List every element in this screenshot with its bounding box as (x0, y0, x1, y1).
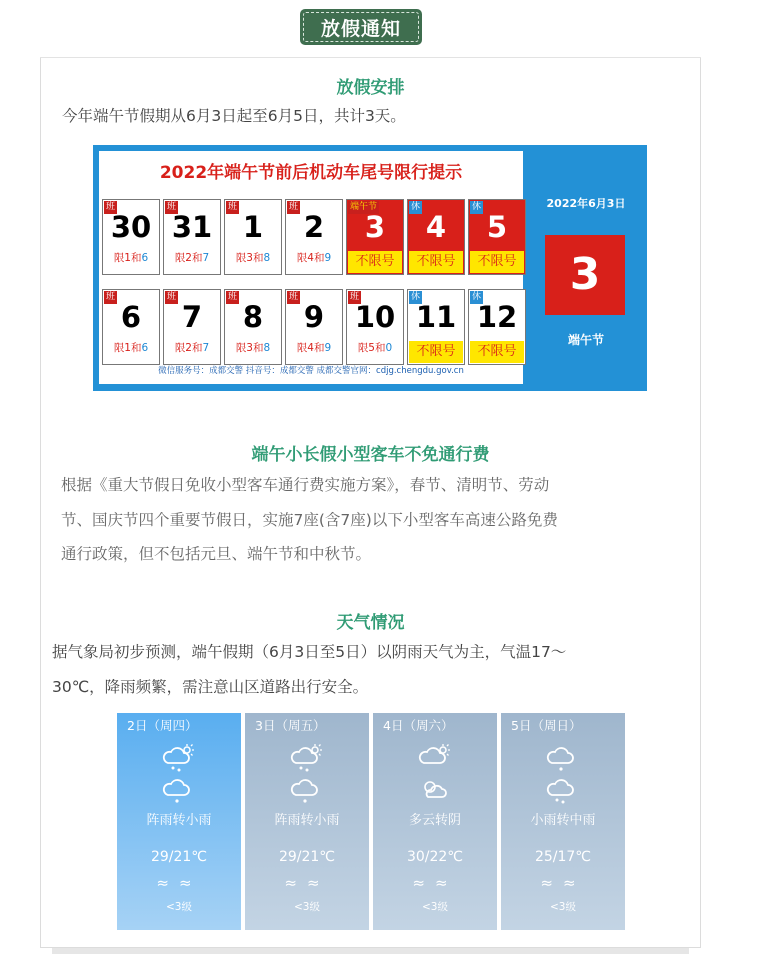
calendar-panel (99, 151, 523, 384)
weather-text-line-1: 据气象局初步预测，端午假期（6月3日至5日）以阴雨天气为主，气温17～ (52, 643, 567, 661)
cloud-rain-icon (117, 775, 241, 809)
weather-desc: 多云转阴 (408, 813, 461, 828)
restricted-plates-prefix: 限1和 (113, 252, 142, 264)
weather-desc: 阵雨转小雨 (274, 813, 340, 828)
weather-section-title: 天气情况 (336, 613, 405, 633)
weather-day-column (117, 713, 241, 930)
restricted-plates-prefix: 限5和 (357, 342, 386, 354)
calendar-day-cell (224, 289, 282, 365)
holiday-section-title: 放假安排 (336, 78, 405, 98)
restricted-plates (225, 250, 281, 265)
calendar-day-cell (285, 289, 343, 365)
restricted-plates-digit: 0 (385, 342, 393, 354)
weather-temp: 29/21℃ (278, 849, 336, 865)
wind-level: <3级 (422, 901, 448, 913)
weather-day-column (245, 713, 369, 930)
restricted-plates-digit: 7 (202, 342, 210, 354)
restricted-plates-prefix: 限3和 (235, 342, 264, 354)
day-number: 11 (415, 300, 457, 334)
calendar-side-day: 3 (545, 235, 625, 315)
restricted-plates-prefix: 限4和 (296, 252, 325, 264)
calendar-day-cell (102, 289, 160, 365)
day-number: 6 (120, 300, 142, 334)
restricted-plates-digit: 9 (324, 252, 332, 264)
weather-day-label: 4日（周六） (383, 718, 454, 733)
cloud-rain-icon (501, 743, 625, 777)
holiday-text: 今年端午节假期从6月3日起至6月5日，共计3天。 (62, 107, 406, 125)
day-number: 30 (110, 210, 152, 244)
calendar-day-cell (346, 289, 404, 365)
restricted-plates (103, 250, 159, 265)
restricted-plates-digit: 8 (263, 342, 271, 354)
wind-icon: ≈≈ (284, 874, 330, 892)
cloud-sun-icon (373, 743, 497, 777)
day-number: 5 (486, 210, 508, 244)
weather-desc: 阵雨转小雨 (146, 813, 212, 828)
day-number: 4 (425, 210, 447, 244)
no-restriction-label: 不限号 (348, 251, 402, 273)
weather-day-label: 2日（周四） (127, 718, 198, 733)
day-type-tag: 休 (411, 292, 421, 302)
toll-text-line-1: 根据《重大节假日免收小型客车通行费实施方案》，春节、清明节、劳动 (61, 476, 550, 494)
notice-title: 放假通知 (320, 17, 401, 40)
restricted-plates-prefix: 限1和 (113, 342, 142, 354)
toll-section-title: 端午小长假小型客车不免通行费 (251, 445, 490, 465)
day-type-tag: 休 (472, 202, 482, 212)
weather-forecast (117, 713, 625, 930)
weather-temp: 25/17℃ (534, 849, 592, 865)
day-number: 9 (303, 300, 325, 334)
restricted-plates (286, 250, 342, 265)
calendar-day-cell (102, 199, 160, 275)
day-type-tag: 班 (106, 202, 116, 212)
day-type-tag: 班 (228, 202, 238, 212)
calendar-title: 2022年端午节前后机动车尾号限行提示 (159, 163, 463, 183)
day-type-tag: 班 (167, 292, 177, 302)
calendar-side-festival: 端午节 (567, 333, 604, 347)
weather-desc: 小雨转中雨 (530, 813, 596, 828)
weather-day-label: 5日（周日） (511, 718, 582, 733)
calendar-day-cell (224, 199, 282, 275)
toll-text-line-2: 节、国庆节四个重要节假日，实施7座(含7座)以下小型客车高速公路免费 (61, 511, 558, 529)
day-type-tag: 班 (350, 292, 360, 302)
toll-text-line-3: 通行政策，但不包括元旦、端午节和中秋节。 (61, 545, 372, 563)
calendar-day-cell (163, 289, 221, 365)
calendar-side-date: 2022年6月3日 (546, 197, 626, 210)
day-number: 1 (242, 210, 264, 244)
restricted-plates-digit: 6 (141, 252, 149, 264)
wind-level: <3级 (550, 901, 576, 913)
weather-text-line-2: 30℃，降雨频繁，需注意山区道路出行安全。 (52, 678, 369, 696)
wind-icon: ≈≈ (156, 874, 202, 892)
day-number: 10 (354, 300, 396, 334)
restricted-plates (225, 340, 281, 355)
restricted-plates-prefix: 限2和 (174, 252, 203, 264)
notice-title-badge (300, 9, 422, 45)
wind-icon: ≈≈ (540, 874, 586, 892)
weather-temp: 30/22℃ (406, 849, 464, 865)
no-restriction-label: 不限号 (470, 341, 524, 363)
no-restriction-label: 不限号 (409, 251, 463, 273)
day-type-tag: 班 (167, 202, 177, 212)
day-type-tag: 端午节 (350, 202, 378, 212)
calendar-day-cell (468, 199, 526, 275)
no-restriction-label: 不限号 (470, 251, 524, 273)
calendar-footer: 微信服务号：成都交警 抖音号：成都交警 成都交警官网：cdjg.chengdu.gov.cn (158, 366, 464, 376)
wind-icon: ≈≈ (412, 874, 458, 892)
weather-day-column (501, 713, 625, 930)
restricted-plates (286, 340, 342, 355)
cloud-rain-icon (245, 775, 369, 809)
day-type-tag: 班 (106, 292, 116, 302)
cloud-sun-rain-icon (245, 743, 369, 777)
calendar-day-cell (468, 289, 526, 365)
cloud-rain-heavy-icon (501, 775, 625, 809)
restricted-plates-digit: 8 (263, 252, 271, 264)
day-number: 2 (303, 210, 325, 244)
day-number: 31 (171, 210, 213, 244)
weather-day-column (373, 713, 497, 930)
weather-temp: 29/21℃ (150, 849, 208, 865)
cloud-sun-rain-icon (117, 743, 241, 777)
day-number: 8 (242, 300, 264, 334)
no-restriction-label: 不限号 (409, 341, 463, 363)
day-type-tag: 班 (289, 292, 299, 302)
day-number: 12 (476, 300, 518, 334)
restricted-plates-digit: 9 (324, 342, 332, 354)
day-type-tag: 休 (411, 202, 421, 212)
restricted-plates-digit: 6 (141, 342, 149, 354)
day-number: 7 (181, 300, 203, 334)
day-type-tag: 班 (228, 292, 238, 302)
restricted-plates-digit: 7 (202, 252, 210, 264)
restricted-plates (103, 340, 159, 355)
sun-cloud-icon (373, 775, 497, 809)
calendar-day-cell (407, 289, 465, 365)
wind-level: <3级 (294, 901, 320, 913)
calendar-day-cell (346, 199, 404, 275)
restricted-plates-prefix: 限3和 (235, 252, 264, 264)
day-type-tag: 休 (472, 292, 482, 302)
restricted-plates (347, 340, 403, 355)
restricted-plates-prefix: 限4和 (296, 342, 325, 354)
calendar-day-cell (163, 199, 221, 275)
calendar-day-cell (407, 199, 465, 275)
restricted-plates (164, 250, 220, 265)
day-type-tag: 班 (289, 202, 299, 212)
traffic-restriction-calendar (93, 145, 647, 391)
restricted-plates-prefix: 限2和 (174, 342, 203, 354)
wind-level: <3级 (166, 901, 192, 913)
restricted-plates (164, 340, 220, 355)
day-number: 3 (364, 210, 386, 244)
weather-day-label: 3日（周五） (255, 718, 326, 733)
calendar-day-cell (285, 199, 343, 275)
